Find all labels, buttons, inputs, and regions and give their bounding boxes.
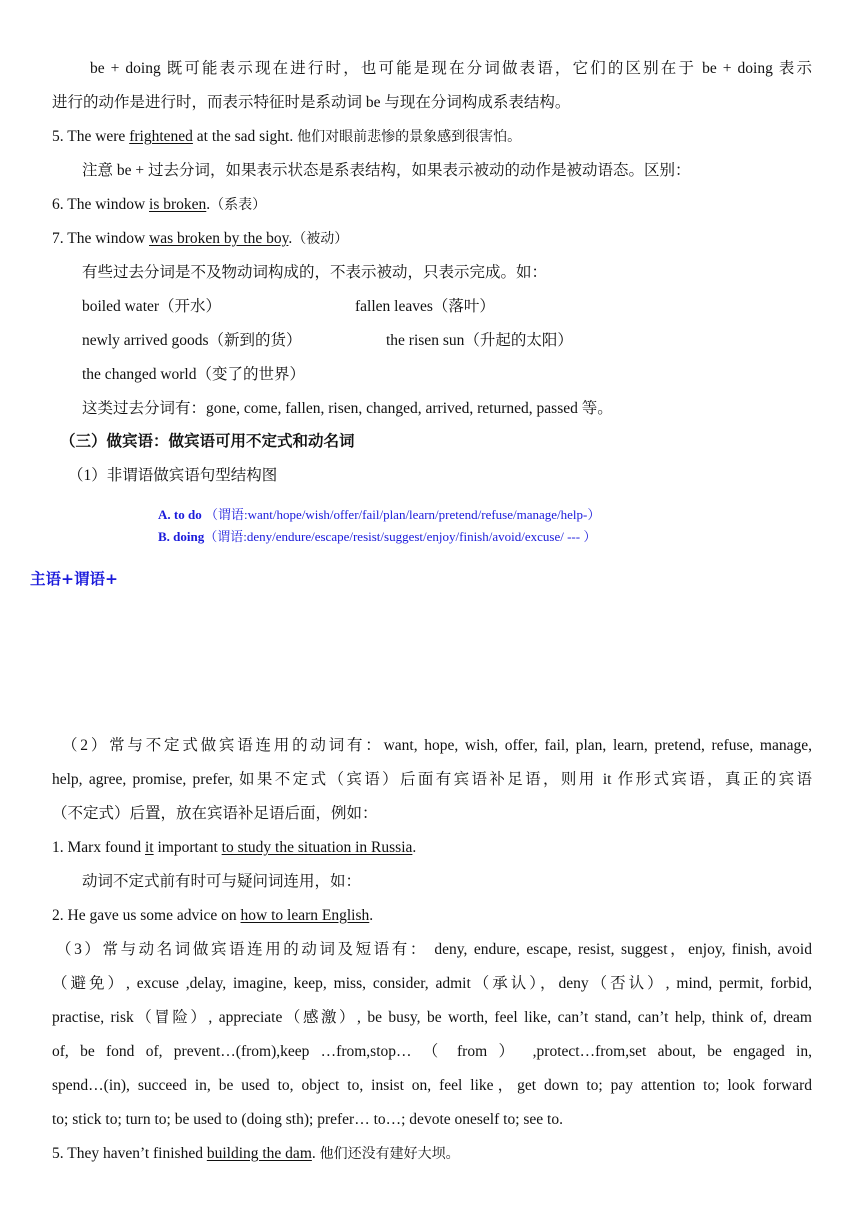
- sentence-text: 5. They haven’t finished: [52, 1145, 207, 1162]
- option-text: （谓语:want/hope/wish/offer/fail/plan/learn/pretend/refuse/manage/help-）: [204, 507, 601, 522]
- example-term: newly arrived goods（新到的货）: [82, 332, 302, 349]
- paragraph-line: （2）常与不定式做宾语连用的动词有：want, hope, wish, offer, fail, plan, learn, pretend, refuse, manage,: [62, 737, 812, 754]
- example-sentence: [52, 1144, 812, 1164]
- word-pair-row: [82, 365, 812, 385]
- example-term: boiled water（开水）: [82, 298, 222, 315]
- section-heading: （三）做宾语：做宾语可用不定式和动名词: [60, 433, 355, 450]
- underlined-word: it: [145, 839, 154, 856]
- paragraph-line: help, agree, promise, prefer, 如果不定式（宾语）后面有宾语补足语，则用 it 作形式宾语，真正的宾语: [52, 771, 812, 788]
- example-sentence: [52, 127, 812, 147]
- underlined-phrase: was broken by the boy: [149, 230, 289, 247]
- note-line: 注意 be + 过去分词，如果表示状态是系表结构，如果表示被动的动作是被动语态。区别：: [82, 162, 691, 179]
- translation: 他们还没有建好大坝。: [319, 1146, 460, 1162]
- diagram-option-a: [158, 506, 600, 524]
- translation: 他们对眼前悲惨的景象感到很害怕。: [297, 129, 522, 145]
- note-line: 有些过去分词是不及物动词构成的，不表示被动，只表示完成。如：: [82, 264, 548, 281]
- sentence-text: .: [206, 196, 211, 213]
- example-sentence: [52, 838, 812, 858]
- subsection-heading: （1）非谓语做宾语句型结构图: [68, 467, 278, 484]
- paragraph-line: to; stick to; turn to; be used to (doing sth); prefer… to…; devote oneself to; see to.: [52, 1111, 563, 1128]
- paragraph-line: （避免）, excuse ,delay, imagine, keep, miss, consider, admit（承认），deny（否认）, mind, permit, forbid,: [52, 975, 812, 992]
- sentence-text: at the sad sight.: [192, 128, 298, 145]
- sentence-text: .: [412, 839, 417, 856]
- paragraph-line: be + doing 既可能表示现在进行时，也可能是现在分词做表语，它们的区别在于 be + doing 表示: [90, 60, 812, 77]
- example-term: fallen leaves（落叶）: [355, 298, 495, 315]
- paragraph-line: of, be fond of, prevent…(from),keep …from,stop… （ from ） ,protect…from,set about, be engaged in,: [52, 1043, 812, 1060]
- option-text: （谓语:deny/endure/escape/resist/suggest/enjoy/finish/avoid/excuse/ --- ）: [204, 529, 597, 544]
- sentence-text: 5. The were: [52, 128, 130, 145]
- example-sentence: [52, 229, 812, 249]
- example-term: the changed world（变了的世界）: [82, 366, 305, 383]
- sentence-text: important: [153, 839, 222, 856]
- option-label: A. to do: [158, 507, 202, 522]
- example-term: the risen sun（升起的太阳）: [386, 332, 573, 349]
- paragraph-line: （3）常与动名词做宾语连用的动词及短语有： deny, endure, escape, resist, suggest，enjoy, finish, avoid: [56, 941, 812, 958]
- underlined-word: frightened: [129, 128, 193, 145]
- paragraph-line: （不定式）后置，放在宾语补足语后面，例如：: [52, 805, 378, 822]
- annotation: （系表）: [210, 197, 267, 213]
- diagram-subject-label: 主语+谓语+: [30, 570, 118, 588]
- word-pair-row: [82, 297, 812, 317]
- example-sentence: [52, 906, 812, 926]
- word-pair-row: [82, 331, 812, 351]
- sentence-text: 6. The window: [52, 196, 150, 213]
- underlined-phrase: is broken: [149, 196, 207, 213]
- underlined-phrase: to study the situation in Russia: [221, 839, 413, 856]
- option-label: B. doing: [158, 529, 205, 544]
- example-sentence: [52, 195, 812, 215]
- sentence-text: .: [369, 907, 374, 924]
- paragraph-line: spend…(in), succeed in, be used to, object to, insist on, feel like，get down to; pay attention to; look forward: [52, 1077, 812, 1094]
- sentence-text: .: [311, 1145, 320, 1162]
- note-line: 动词不定式前有时可与疑问词连用，如：: [82, 873, 362, 890]
- annotation: （被动）: [292, 231, 349, 247]
- sentence-text: 7. The window: [52, 230, 150, 247]
- sentence-text: .: [288, 230, 293, 247]
- paragraph-line: practise, risk（冒险）, appreciate（感激）, be busy, be worth, feel like, can’t stand, can’t help, think of, dream: [52, 1009, 812, 1026]
- note-line: 这类过去分词有：gone, come, fallen, risen, changed, arrived, returned, passed 等。: [82, 400, 613, 417]
- diagram-option-b: [158, 528, 596, 546]
- sentence-text: 1. Marx found: [52, 839, 145, 856]
- sentence-text: 2. He gave us some advice on: [52, 907, 241, 924]
- underlined-phrase: how to learn English: [240, 907, 370, 924]
- underlined-phrase: building the dam: [206, 1145, 312, 1162]
- paragraph-line: 进行的动作是进行时，而表示特征时是系动词 be 与现在分词构成系表结构。: [52, 94, 571, 111]
